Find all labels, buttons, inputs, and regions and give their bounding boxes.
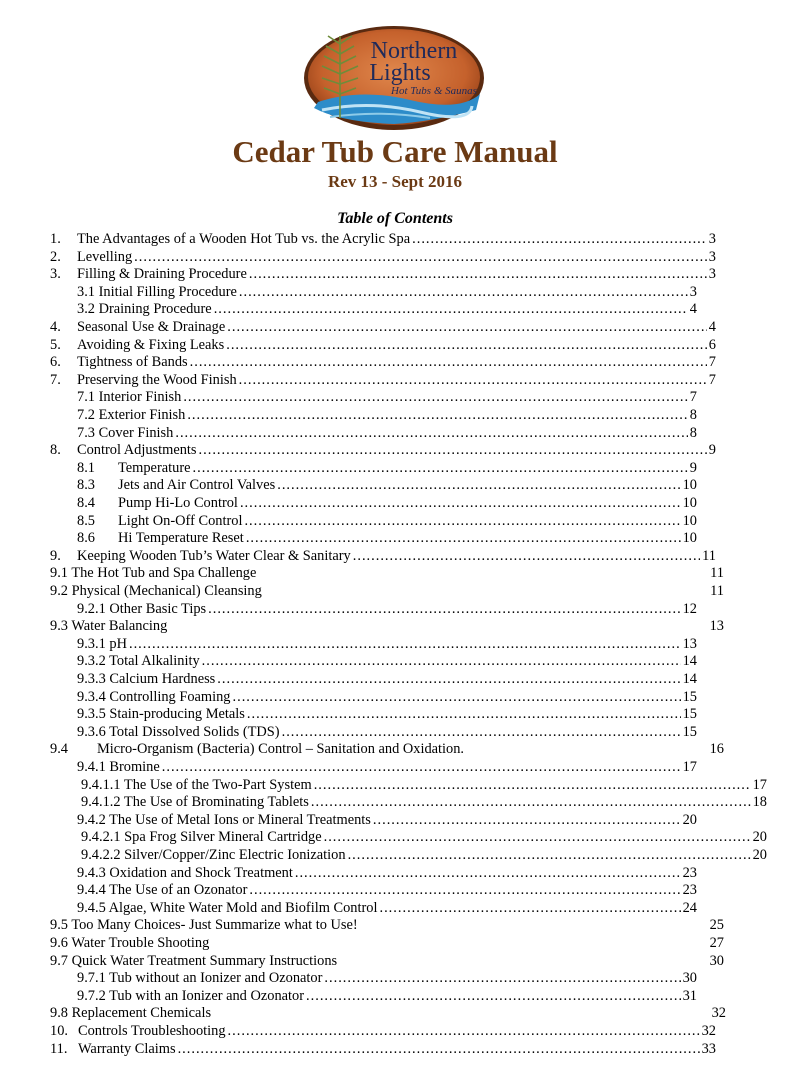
dot-leader bbox=[239, 372, 707, 390]
toc-entry-page: 11 bbox=[710, 565, 724, 582]
toc-entry[interactable] bbox=[77, 671, 697, 689]
dot-leader bbox=[193, 460, 688, 478]
dot-leader bbox=[162, 759, 681, 777]
dot-leader bbox=[199, 442, 707, 460]
toc-entry-title: Jets and Air Control Valves bbox=[118, 477, 276, 494]
toc-entry-page: 7 bbox=[708, 371, 716, 388]
toc-entry-page: 15 bbox=[682, 723, 697, 740]
toc-entry-title: Pump Hi-Lo Control bbox=[118, 495, 238, 511]
toc-entry-number: 8.6 bbox=[77, 530, 95, 547]
toc-entry[interactable] bbox=[50, 935, 724, 953]
toc-entry[interactable] bbox=[77, 882, 697, 900]
toc-entry-title: 7.1 Interior Finish bbox=[77, 389, 182, 406]
toc-entry-title: Hi Temperature Reset bbox=[118, 530, 244, 547]
toc-entry[interactable] bbox=[77, 425, 697, 443]
toc-entry-page: 7 bbox=[708, 354, 716, 371]
toc-entry-title: The Advantages of a Wooden Hot Tub vs. the Acrylic Spa bbox=[77, 231, 411, 247]
toc-entry[interactable] bbox=[50, 266, 716, 284]
toc-entry-title: 9.2.1 Other Basic Tips bbox=[77, 600, 207, 617]
dot-leader bbox=[129, 636, 681, 654]
toc-entry-title: 9.6 Water Trouble Shooting bbox=[50, 935, 210, 951]
dot-leader bbox=[244, 513, 680, 531]
toc-entry-title: 9.5 Too Many Choices- Just Summarize what to Use! bbox=[50, 917, 358, 934]
dot-leader bbox=[249, 266, 707, 284]
toc-entry-page: 9 bbox=[708, 442, 716, 459]
toc-entry[interactable] bbox=[77, 689, 697, 707]
dot-leader bbox=[324, 970, 680, 988]
toc-entry-title: 9.4.1.2 The Use of Brominating Tablets bbox=[81, 794, 309, 811]
toc-entry[interactable] bbox=[50, 1040, 716, 1059]
logo-name-line1: Northern bbox=[370, 38, 458, 64]
toc-entry[interactable] bbox=[77, 301, 697, 319]
toc-entry-title: 9.3.2 Total Alkalinity bbox=[77, 653, 200, 670]
dot-leader bbox=[187, 407, 687, 425]
toc-entry-title: 9.7.1 Tub without an Ionizer and Ozonator bbox=[77, 970, 323, 987]
document-title: Cedar Tub Care Manual bbox=[232, 134, 558, 169]
toc-entry-number: 3. bbox=[50, 266, 61, 283]
toc-entry-page: 32 bbox=[711, 1005, 726, 1022]
toc-entry[interactable] bbox=[77, 477, 697, 495]
toc-entry-title: 9.8 Replacement Chemicals bbox=[50, 1005, 212, 1022]
toc-entry-page: 3 bbox=[708, 248, 716, 265]
toc-entry-page: 20 bbox=[752, 829, 767, 846]
toc-entry[interactable] bbox=[77, 970, 697, 988]
toc-entry-title: 9.2 Physical (Mechanical) Cleansing bbox=[50, 583, 262, 599]
dot-leader bbox=[295, 865, 681, 883]
toc-entry[interactable] bbox=[81, 847, 767, 865]
toc-entry-number: 8.4 bbox=[77, 495, 95, 511]
toc-entry-page: 10 bbox=[682, 530, 697, 547]
toc-entry-page: 30 bbox=[682, 970, 697, 987]
toc-entry-page: 8 bbox=[689, 424, 697, 441]
toc-entry[interactable] bbox=[50, 336, 716, 355]
toc-entry-title: Micro-Organism (Bacteria) Control – Sanitation and Oxidation. bbox=[97, 741, 465, 758]
toc-entry-page: 25 bbox=[709, 917, 724, 934]
toc-entry-title: Levelling bbox=[77, 248, 133, 265]
toc-entry-page: 10 bbox=[682, 512, 697, 529]
toc-entry-title: Controls Troubleshooting bbox=[78, 1023, 226, 1039]
toc-entry-number: 10. bbox=[50, 1023, 68, 1039]
toc-entry-number: 2. bbox=[50, 248, 61, 265]
dot-leader bbox=[373, 812, 681, 830]
toc-entry-title: Filling & Draining Procedure bbox=[77, 266, 247, 283]
toc-entry-page: 7 bbox=[689, 389, 697, 406]
dot-leader bbox=[233, 689, 681, 707]
toc-entry[interactable] bbox=[77, 653, 697, 671]
toc-entry[interactable] bbox=[77, 284, 697, 302]
toc-entry-page: 32 bbox=[701, 1023, 716, 1039]
toc-entry-page: 3 bbox=[708, 231, 716, 247]
toc-entry[interactable] bbox=[50, 1005, 726, 1023]
toc-entry-title: Temperature bbox=[118, 459, 191, 476]
dot-leader bbox=[314, 777, 751, 795]
toc-entry-page: 9 bbox=[689, 459, 697, 476]
dot-leader bbox=[208, 601, 680, 619]
dot-leader bbox=[190, 354, 707, 372]
toc-entry-title: Warranty Claims bbox=[78, 1040, 176, 1057]
dot-leader bbox=[306, 988, 681, 1006]
dot-leader bbox=[228, 1023, 700, 1041]
toc-heading: Table of Contents bbox=[337, 210, 453, 227]
toc-entry[interactable] bbox=[77, 601, 697, 619]
toc-entry-title: Light On-Off Control bbox=[118, 512, 243, 529]
dot-leader bbox=[175, 425, 687, 443]
toc-entry-page: 14 bbox=[682, 653, 697, 670]
toc-entry-page: 3 bbox=[708, 266, 716, 283]
dot-leader bbox=[277, 477, 680, 495]
toc-entry-title: 3.2 Draining Procedure bbox=[77, 301, 212, 318]
dot-leader bbox=[178, 1041, 700, 1059]
northern-lights-logo bbox=[300, 22, 488, 134]
toc-entry[interactable] bbox=[50, 354, 716, 372]
toc-entry-title: 9.4.2 The Use of Metal Ions or Mineral Treatments bbox=[77, 811, 371, 828]
dot-leader bbox=[227, 319, 707, 337]
toc-entry[interactable] bbox=[50, 583, 724, 601]
toc-entry[interactable] bbox=[50, 371, 716, 390]
table-of-contents bbox=[0, 231, 808, 1071]
toc-entry-page: 33 bbox=[701, 1040, 716, 1057]
toc-entry[interactable] bbox=[77, 407, 697, 425]
toc-entry-number: 6. bbox=[50, 354, 61, 371]
toc-entry-page: 23 bbox=[682, 864, 697, 881]
toc-entry[interactable] bbox=[77, 900, 697, 918]
toc-entry-title: 9.7.2 Tub with an Ionizer and Ozonator bbox=[77, 987, 305, 1004]
toc-entry-page: 13 bbox=[709, 618, 724, 635]
toc-entry-title: 7.2 Exterior Finish bbox=[77, 407, 186, 423]
dot-leader bbox=[282, 724, 681, 742]
toc-entry-page: 4 bbox=[708, 319, 716, 335]
toc-entry-title: 9.3.5 Stain-producing Metals bbox=[77, 706, 245, 723]
toc-entry-page: 20 bbox=[682, 811, 697, 828]
toc-entry-number: 5. bbox=[50, 336, 61, 353]
toc-entry-page: 17 bbox=[752, 776, 767, 793]
toc-entry[interactable] bbox=[81, 777, 767, 795]
toc-entry-number: 8. bbox=[50, 442, 61, 459]
toc-entry[interactable] bbox=[77, 512, 697, 531]
toc-entry-page: 24 bbox=[682, 899, 697, 916]
toc-entry[interactable] bbox=[77, 759, 697, 777]
toc-entry[interactable] bbox=[77, 459, 697, 478]
toc-entry-title: Control Adjustments bbox=[77, 442, 197, 459]
dot-leader bbox=[226, 337, 707, 355]
toc-entry-title: 3.1 Initial Filling Procedure bbox=[77, 283, 237, 300]
toc-entry[interactable] bbox=[50, 565, 724, 583]
toc-entry-title: 9.4.5 Algae, White Water Mold and Biofilm Control bbox=[77, 899, 378, 916]
toc-entry-title: 9.3.4 Controlling Foaming bbox=[77, 688, 231, 705]
toc-entry-page: 12 bbox=[682, 600, 697, 617]
toc-entry-title: 9.3.1 pH bbox=[77, 635, 127, 652]
toc-entry[interactable] bbox=[50, 741, 724, 759]
toc-entry-number: 1. bbox=[50, 231, 61, 247]
toc-entry[interactable] bbox=[50, 618, 724, 636]
toc-entry[interactable] bbox=[50, 1023, 716, 1041]
toc-entry-title: 9.4.1 Bromine bbox=[77, 759, 160, 775]
toc-entry-number: 11. bbox=[50, 1040, 68, 1057]
toc-entry-title: Preserving the Wood Finish bbox=[77, 371, 237, 388]
toc-entry-title: 9.4.4 The Use of an Ozonator bbox=[77, 882, 248, 899]
toc-entry[interactable] bbox=[77, 495, 697, 513]
dot-leader bbox=[134, 249, 707, 267]
toc-entry-page: 11 bbox=[702, 547, 716, 564]
toc-entry-title: Keeping Wooden Tub’s Water Clear & Sanitary bbox=[77, 547, 351, 564]
dot-leader bbox=[348, 847, 751, 865]
toc-entry-number: 9. bbox=[50, 547, 61, 564]
toc-entry[interactable] bbox=[77, 530, 697, 548]
dot-leader bbox=[311, 794, 751, 812]
toc-entry-page: 27 bbox=[709, 935, 724, 951]
toc-entry-page: 8 bbox=[689, 407, 697, 423]
dot-leader bbox=[412, 231, 707, 249]
toc-entry-page: 14 bbox=[682, 671, 697, 687]
toc-entry[interactable] bbox=[77, 706, 697, 724]
toc-entry-title: 9.3 Water Balancing bbox=[50, 618, 168, 635]
toc-entry-title: 7.3 Cover Finish bbox=[77, 424, 174, 441]
toc-entry[interactable] bbox=[77, 636, 697, 654]
toc-entry-page: 11 bbox=[710, 583, 724, 599]
toc-entry-title: 9.4.3 Oxidation and Shock Treatment bbox=[77, 864, 293, 881]
toc-entry[interactable] bbox=[50, 319, 716, 337]
toc-entry-number: 9.4 bbox=[50, 741, 68, 758]
toc-entry-title: 9.3.6 Total Dissolved Solids (TDS) bbox=[77, 723, 280, 740]
dot-leader bbox=[183, 389, 687, 407]
toc-entry-page: 31 bbox=[682, 987, 697, 1004]
toc-entry-number: 8.5 bbox=[77, 512, 95, 529]
toc-entry-page: 16 bbox=[709, 741, 724, 758]
toc-entry-number: 8.3 bbox=[77, 477, 95, 494]
toc-entry-number: 7. bbox=[50, 371, 61, 388]
logo-graphic bbox=[300, 22, 488, 134]
dot-leader bbox=[247, 706, 681, 724]
dot-leader bbox=[214, 301, 688, 319]
toc-entry-page: 17 bbox=[682, 759, 697, 775]
toc-entry-page: 4 bbox=[689, 301, 697, 318]
dot-leader bbox=[239, 284, 688, 302]
dot-leader bbox=[379, 900, 680, 918]
toc-entry[interactable] bbox=[50, 547, 716, 566]
toc-entry-number: 8.1 bbox=[77, 459, 95, 476]
toc-entry-title: 9.4.2.1 Spa Frog Silver Mineral Cartridge bbox=[81, 829, 322, 846]
toc-entry-number: 4. bbox=[50, 319, 61, 335]
dot-leader bbox=[249, 882, 680, 900]
toc-entry-page: 23 bbox=[682, 882, 697, 899]
toc-entry[interactable] bbox=[50, 248, 716, 267]
toc-entry-title: 9.3.3 Calcium Hardness bbox=[77, 671, 216, 687]
toc-entry[interactable] bbox=[50, 917, 724, 935]
toc-entry-page: 18 bbox=[752, 794, 767, 811]
toc-entry-page: 30 bbox=[709, 952, 724, 969]
toc-entry-page: 15 bbox=[682, 688, 697, 705]
toc-entry-page: 15 bbox=[682, 706, 697, 723]
toc-entry[interactable] bbox=[77, 865, 697, 883]
toc-entry[interactable] bbox=[50, 442, 716, 460]
toc-entry-title: 9.1 The Hot Tub and Spa Challenge bbox=[50, 565, 257, 582]
toc-entry[interactable] bbox=[77, 988, 697, 1006]
toc-entry-title: 9.7 Quick Water Treatment Summary Instructions bbox=[50, 952, 338, 969]
dot-leader bbox=[353, 548, 700, 566]
toc-entry[interactable] bbox=[77, 724, 697, 742]
toc-entry-page: 3 bbox=[689, 283, 697, 300]
toc-entry[interactable] bbox=[77, 389, 697, 407]
toc-entry[interactable] bbox=[50, 953, 724, 971]
revision-subtitle: Rev 13 - Sept 2016 bbox=[327, 172, 463, 191]
toc-entry-page: 20 bbox=[752, 847, 767, 863]
toc-entry-page: 10 bbox=[682, 495, 697, 511]
dot-leader bbox=[217, 671, 680, 689]
toc-entry-title: Tightness of Bands bbox=[77, 354, 188, 371]
logo-name-line2: Lights bbox=[369, 60, 431, 86]
dot-leader bbox=[246, 530, 681, 548]
dot-leader bbox=[240, 495, 681, 513]
toc-entry[interactable] bbox=[77, 812, 697, 830]
toc-entry[interactable] bbox=[81, 794, 767, 812]
logo-tagline: Hot Tubs & Saunas bbox=[391, 85, 477, 97]
toc-entry-title: Seasonal Use & Drainage bbox=[77, 319, 226, 335]
toc-entry-title: 9.4.1.1 The Use of the Two-Part System bbox=[81, 776, 312, 793]
dot-leader bbox=[202, 653, 681, 671]
toc-entry[interactable] bbox=[81, 829, 767, 847]
toc-entry[interactable] bbox=[50, 231, 716, 249]
toc-entry-page: 13 bbox=[682, 635, 697, 652]
dot-leader bbox=[324, 829, 751, 847]
toc-entry-page: 10 bbox=[682, 477, 697, 494]
toc-entry-title: Avoiding & Fixing Leaks bbox=[77, 336, 225, 353]
toc-entry-page: 6 bbox=[708, 336, 716, 353]
toc-entry-title: 9.4.2.2 Silver/Copper/Zinc Electric Ionization bbox=[81, 847, 346, 863]
